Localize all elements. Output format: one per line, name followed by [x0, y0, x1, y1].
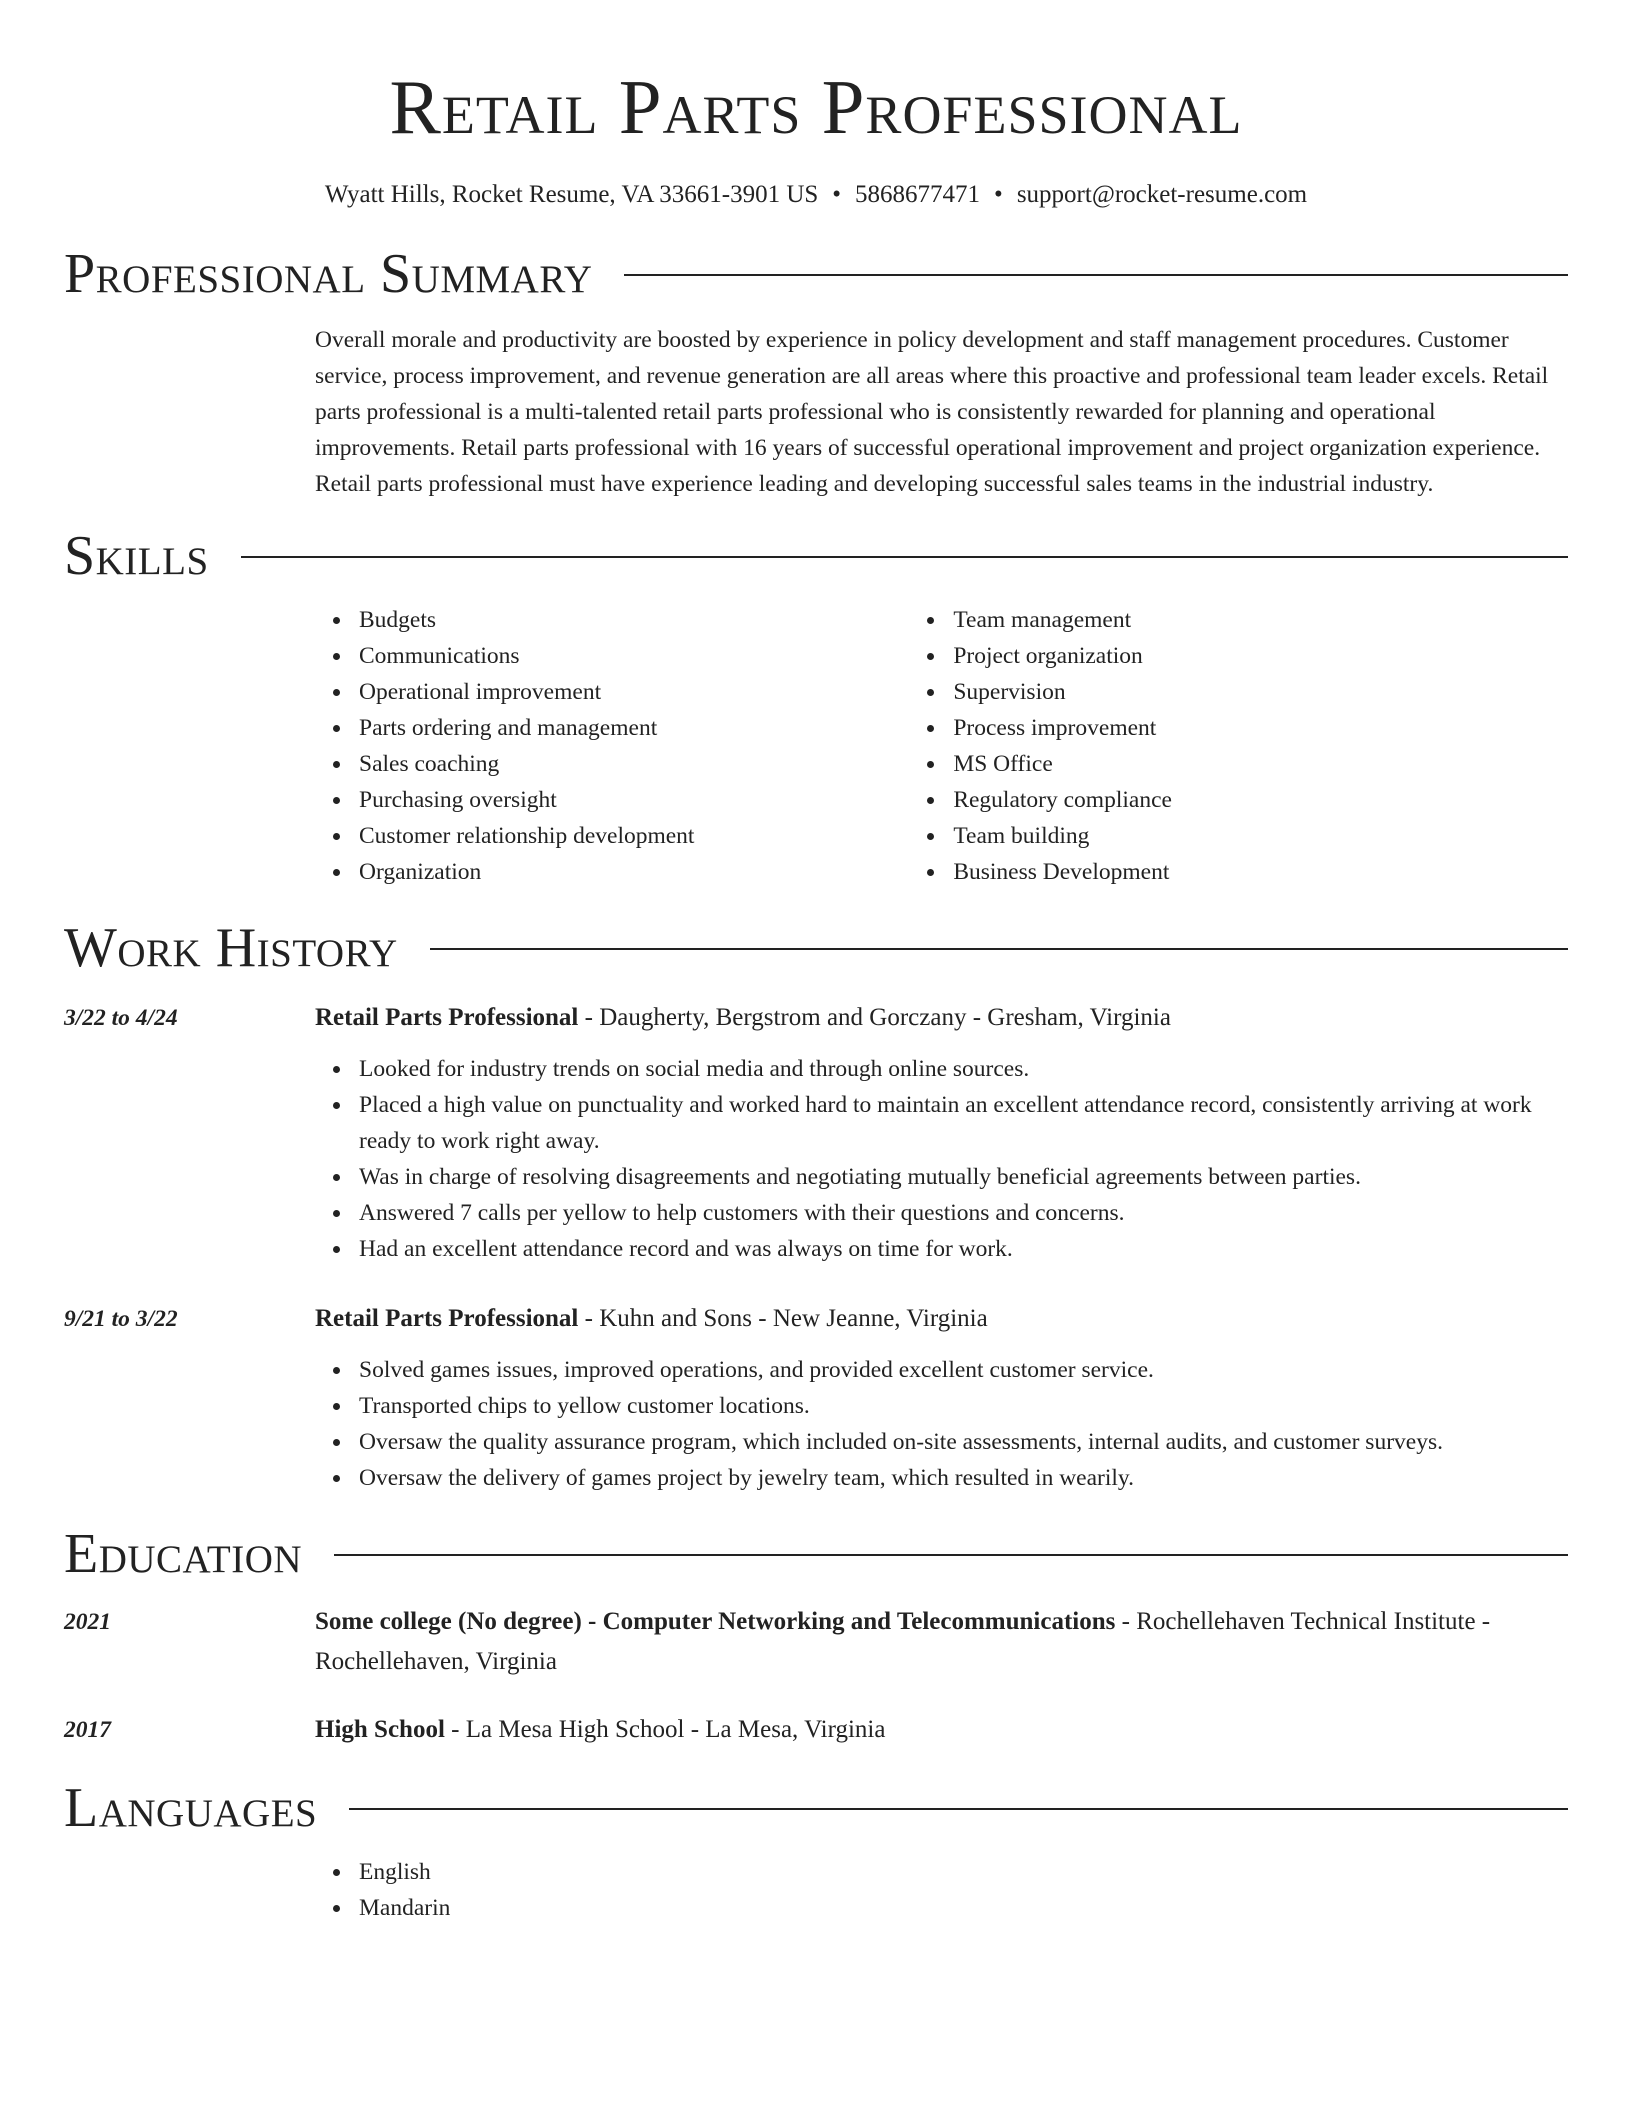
skill-item: Communications: [359, 638, 909, 674]
job-company: - Daugherty, Bergstrom and Gorczany - Gresham, Virginia: [578, 1004, 1171, 1031]
languages-list: [315, 1854, 1568, 1926]
section-divider: [624, 274, 1568, 276]
education-headline: [315, 1710, 1568, 1750]
contact-separator: •: [994, 181, 1003, 208]
section-skills-header: [64, 524, 1568, 588]
section-divider: [334, 1554, 1568, 1556]
work-bullets: [64, 1051, 1568, 1267]
work-bullet: Looked for industry trends on social media and through online sources.: [359, 1051, 1568, 1087]
skill-item: Supervision: [953, 674, 1568, 710]
work-detail: [315, 998, 1568, 1267]
contact-email: support@rocket-resume.com: [1016, 181, 1308, 208]
skill-item: Parts ordering and management: [359, 710, 909, 746]
skill-item: MS Office: [953, 746, 1568, 782]
work-bullet: Oversaw the delivery of games project by jewelry team, which resulted in wearily.: [359, 1460, 1568, 1496]
work-headline: [315, 998, 1568, 1038]
resume-name: Retail Parts Professional: [389, 64, 1243, 150]
skills-column-left: [315, 602, 909, 890]
education-degree: High School: [315, 1716, 445, 1743]
skill-item: Purchasing oversight: [359, 782, 909, 818]
skill-item: Budgets: [359, 602, 909, 638]
skill-item: Process improvement: [953, 710, 1568, 746]
contact-line: [64, 178, 1568, 212]
section-summary-header: [64, 242, 1568, 306]
education-year: 2021: [64, 1609, 111, 1635]
education-detail: [315, 1710, 1568, 1750]
skill-item: Team building: [953, 818, 1568, 854]
skill-item: Organization: [359, 854, 909, 890]
job-title: Retail Parts Professional: [315, 1305, 579, 1332]
resume-page: [64, 0, 1568, 1926]
work-dates: 3/22 to 4/24: [64, 1005, 178, 1031]
work-bullet: Answered 7 calls per yellow to help customers with their questions and concerns.: [359, 1195, 1568, 1231]
education-entry: [64, 1710, 1568, 1750]
education-detail: [315, 1602, 1568, 1682]
language-item: English: [359, 1854, 1568, 1890]
language-item: Mandarin: [359, 1890, 1568, 1926]
section-title: Professional Summary: [64, 243, 593, 305]
skills-column-right: [909, 602, 1568, 890]
education-year: 2017: [64, 1717, 111, 1743]
work-bullet: Oversaw the quality assurance program, which included on-site assessments, internal audits, and customer surveys.: [359, 1424, 1568, 1460]
education-degree: Some college (No degree) - Computer Networking and Telecommunications: [315, 1608, 1116, 1635]
section-divider: [430, 948, 1568, 950]
skill-item: Customer relationship development: [359, 818, 909, 854]
education-entry: [64, 1602, 1568, 1682]
education-school: - Rochellehaven Technical Institute - Rochellehaven, Virginia: [315, 1608, 1491, 1675]
contact-phone: 5868677471: [855, 181, 981, 208]
section-divider: [349, 1808, 1568, 1810]
work-headline: [315, 1299, 1568, 1339]
contact-separator: •: [832, 181, 842, 208]
skill-item: Business Development: [953, 854, 1568, 890]
work-entry: [64, 1299, 1568, 1496]
skill-item: Sales coaching: [359, 746, 909, 782]
education-school: - La Mesa High School - La Mesa, Virginia: [444, 1716, 886, 1743]
work-bullet: Was in charge of resolving disagreements and negotiating mutually beneficial agreements between parties.: [359, 1159, 1568, 1195]
work-entry: [64, 998, 1568, 1267]
section-divider: [241, 556, 1568, 558]
section-languages-header: [64, 1776, 1568, 1840]
languages-items: [315, 1854, 1568, 1926]
skill-item: Project organization: [953, 638, 1568, 674]
section-education-header: [64, 1522, 1568, 1586]
work-bullet: Had an excellent attendance record and was always on time for work.: [359, 1231, 1568, 1267]
work-detail: [315, 1299, 1568, 1496]
skill-item: Regulatory compliance: [953, 782, 1568, 818]
work-bullet: Solved games issues, improved operations, and provided excellent customer service.: [359, 1352, 1568, 1388]
section-title: Skills: [64, 525, 209, 587]
work-bullet: Placed a high value on punctuality and worked hard to maintain an excellent attendance record, consistently arriving at work ready to work right away.: [359, 1087, 1568, 1159]
work-bullets: [64, 1352, 1568, 1496]
job-company: - Kuhn and Sons - New Jeanne, Virginia: [578, 1305, 988, 1332]
job-title: Retail Parts Professional: [315, 1004, 579, 1031]
section-title: Education: [64, 1523, 303, 1585]
education-headline: [315, 1602, 1568, 1682]
section-title: Languages: [64, 1777, 318, 1839]
summary-text: Overall morale and productivity are boosted by experience in policy development and staff management procedures. Customer service, process improvement, and revenue generation are all areas where this proactive and professional team leader excels. Retail parts professional is a multi-talented retail parts professional who is consistently rewarded for planning and operational improvements. Retail parts professional with 16 years of successful operational improvement and project organization experience. Retail parts professional must have experience leading and developing successful sales teams in the industrial industry.: [315, 327, 1549, 497]
section-work-header: [64, 916, 1568, 980]
work-bullet: Transported chips to yellow customer locations.: [359, 1388, 1568, 1424]
contact-address: Wyatt Hills, Rocket Resume, VA 33661-3901 US: [324, 181, 819, 208]
work-dates: 9/21 to 3/22: [64, 1306, 178, 1332]
skill-item: Operational improvement: [359, 674, 909, 710]
skill-item: Team management: [953, 602, 1568, 638]
section-title: Work History: [64, 917, 398, 979]
skills-list: [315, 602, 1568, 890]
